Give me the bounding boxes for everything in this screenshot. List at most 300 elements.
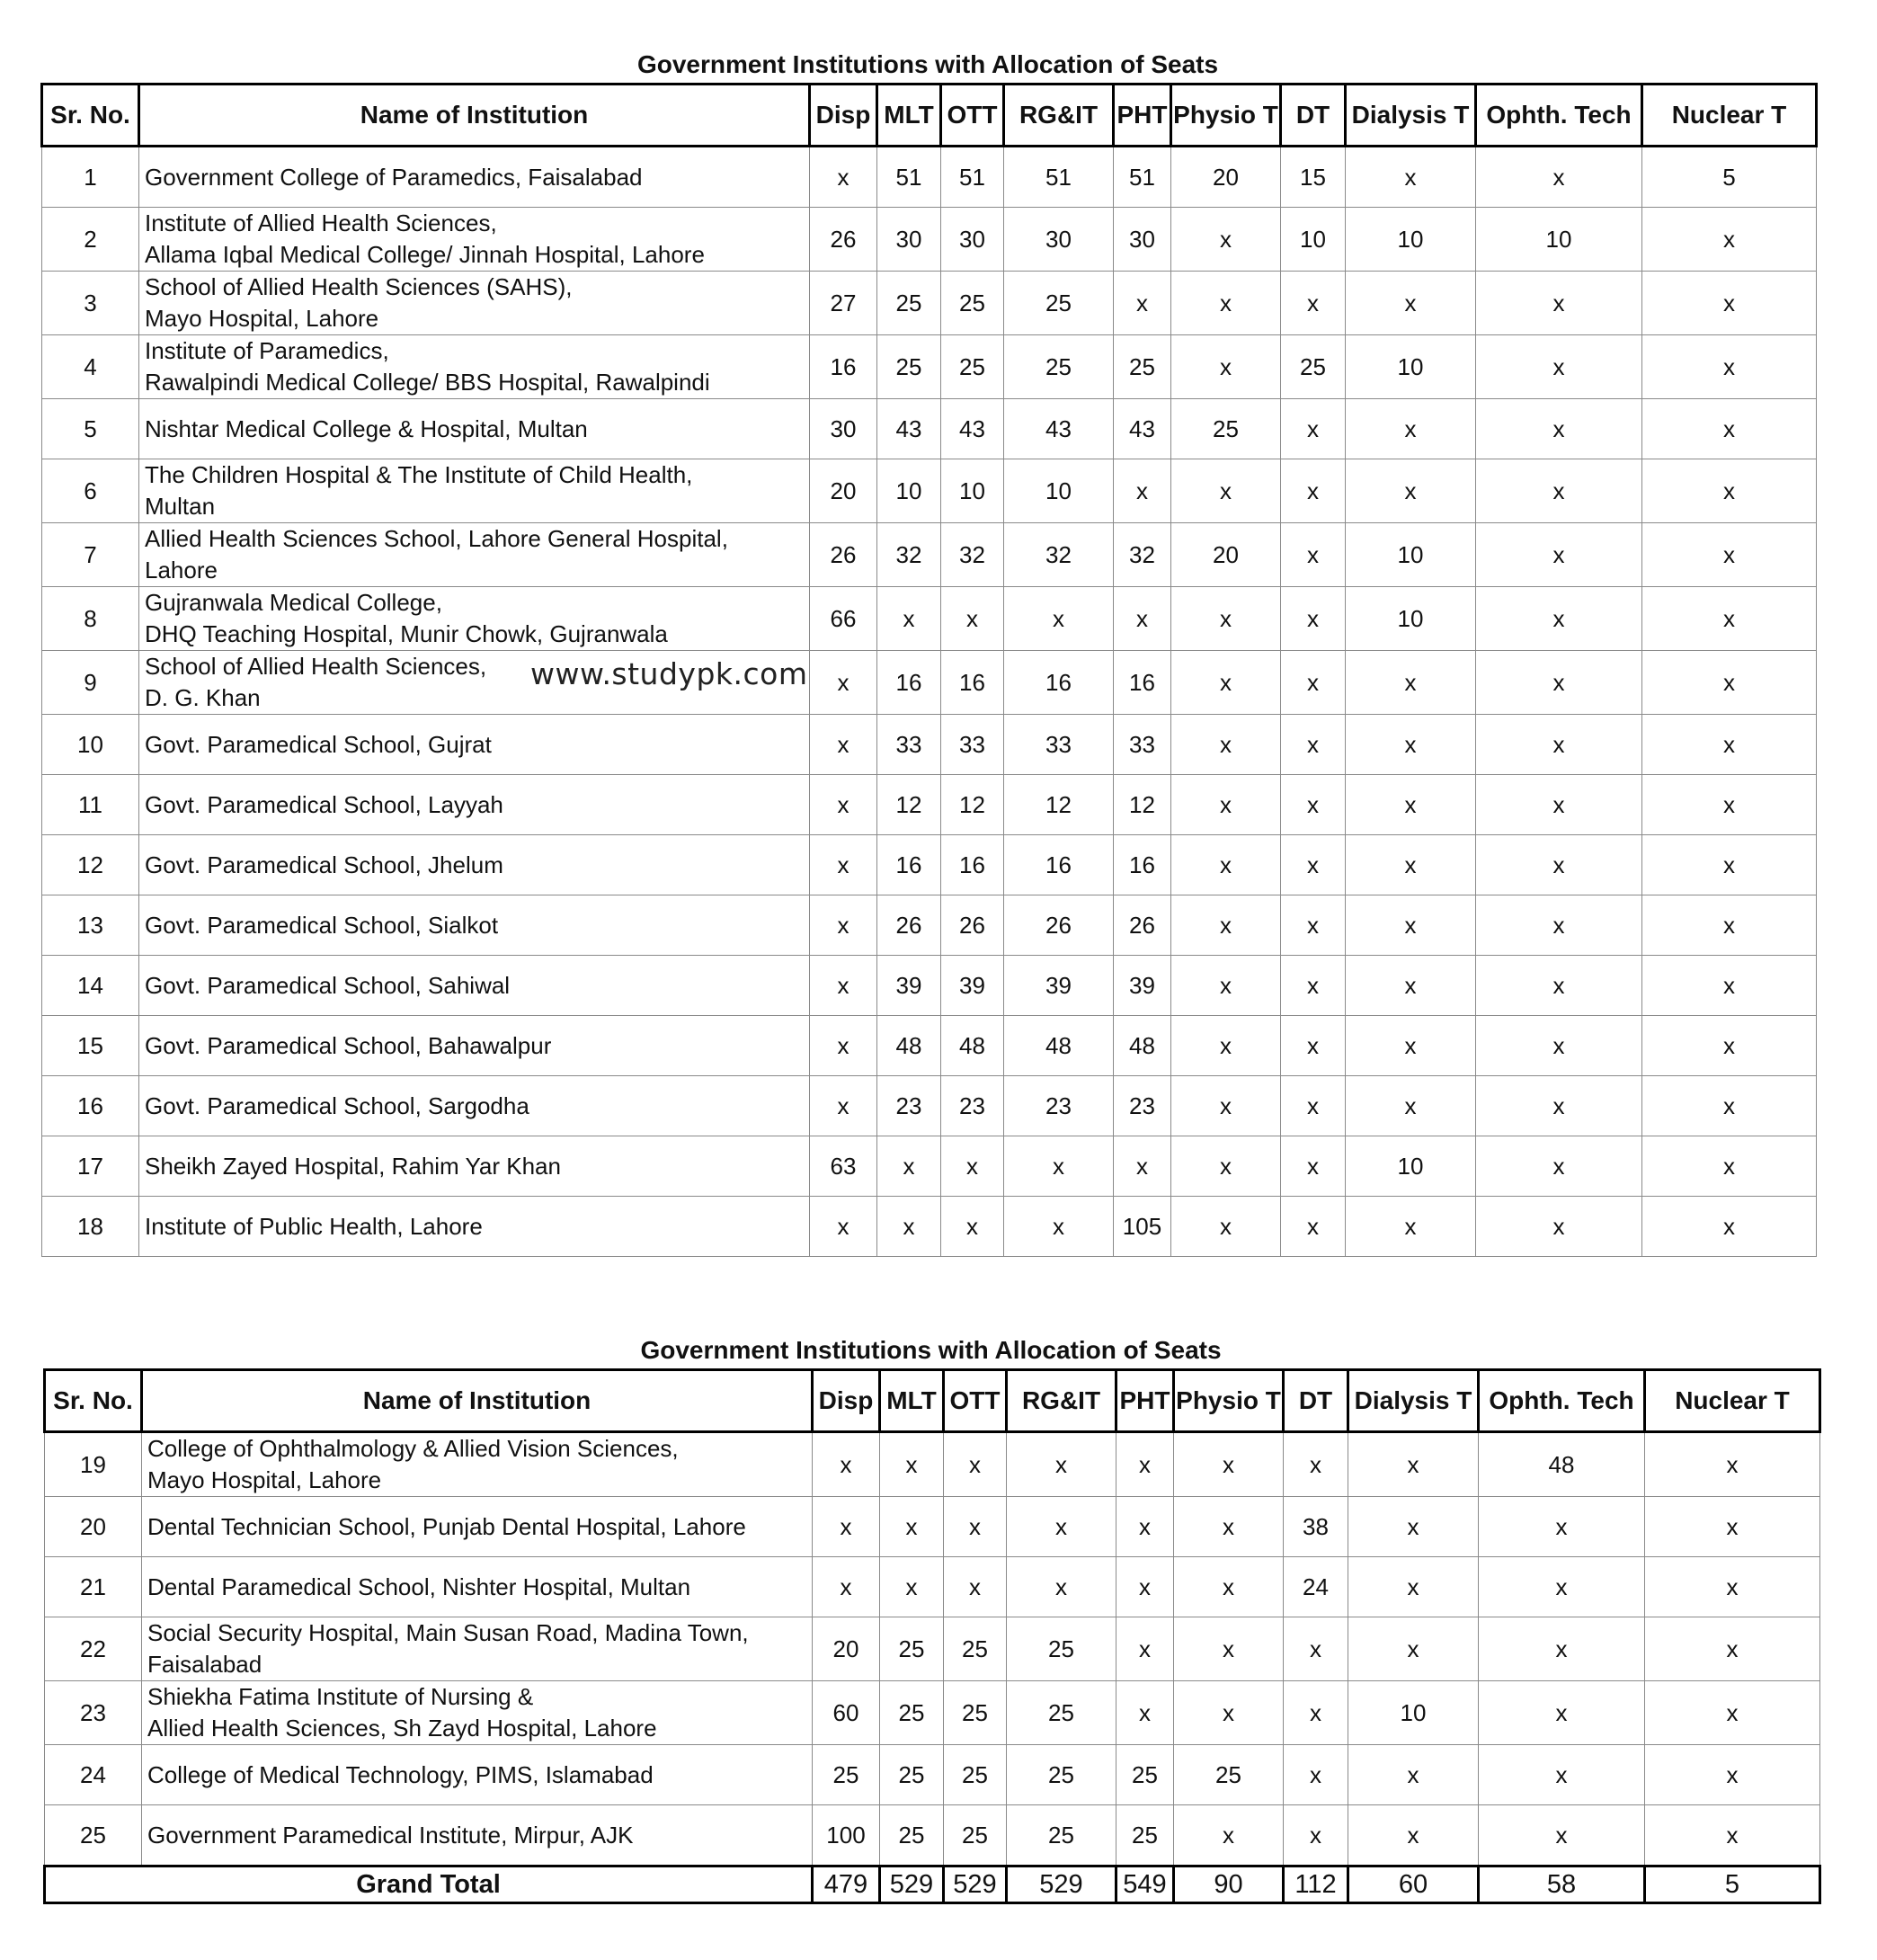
table-row: [45, 1805, 1820, 1866]
institution-name-cell: [139, 895, 810, 956]
grand-total-value: 60: [1348, 1866, 1479, 1903]
seat-count-cell: x: [1476, 715, 1642, 775]
seat-count-cell: x: [1116, 1432, 1174, 1497]
seat-count-cell: x: [1281, 835, 1346, 895]
seat-count-cell: x: [1116, 1497, 1174, 1557]
seat-count-cell: x: [1642, 835, 1817, 895]
seat-count-cell: x: [1645, 1745, 1820, 1805]
seat-count-cell: x: [1346, 651, 1476, 715]
seat-count-cell: 20: [813, 1617, 880, 1681]
seat-count-cell: 25: [877, 335, 941, 399]
seat-count-cell: x: [1114, 272, 1171, 335]
seat-count-cell: x: [1284, 1432, 1348, 1497]
table-row: [45, 1681, 1820, 1745]
institution-name-line: Faisalabad: [147, 1651, 262, 1678]
seat-count-cell: 5: [1642, 147, 1817, 208]
seat-count-cell: 10: [1346, 335, 1476, 399]
seat-count-cell: 48: [941, 1016, 1004, 1076]
seat-count-cell: x: [1476, 272, 1642, 335]
grand-total-value: 529: [1007, 1866, 1116, 1903]
seat-count-cell: 26: [941, 895, 1004, 956]
seat-count-cell: 39: [1004, 956, 1114, 1016]
seat-count-cell: x: [1174, 1617, 1284, 1681]
seat-count-cell: 33: [1004, 715, 1114, 775]
seat-count-cell: x: [1284, 1681, 1348, 1745]
seat-count-cell: x: [1281, 587, 1346, 651]
seat-count-cell: x: [1281, 523, 1346, 587]
seat-count-cell: 16: [810, 335, 877, 399]
seat-count-cell: 23: [1114, 1076, 1171, 1136]
seat-count-cell: 12: [941, 775, 1004, 835]
institution-name-cell: [142, 1745, 813, 1805]
seat-count-cell: 25: [944, 1745, 1007, 1805]
seat-count-cell: 25: [1004, 335, 1114, 399]
seat-count-cell: 51: [877, 147, 941, 208]
seat-count-cell: x: [1281, 956, 1346, 1016]
seat-count-cell: x: [1171, 459, 1281, 523]
seat-count-cell: x: [1476, 335, 1642, 399]
table-row: [42, 459, 1817, 523]
institution-name-line: Mayo Hospital, Lahore: [147, 1466, 382, 1493]
institution-name-cell: [139, 399, 810, 459]
grand-total-value: 58: [1479, 1866, 1645, 1903]
institution-name-line: Government College of Paramedics, Faisalabad: [145, 163, 643, 191]
seat-count-cell: x: [1645, 1432, 1820, 1497]
seat-count-cell: 16: [941, 835, 1004, 895]
institution-name-cell: [139, 715, 810, 775]
institution-name-cell: [139, 1016, 810, 1076]
seat-count-cell: x: [1171, 715, 1281, 775]
column-header: Disp: [810, 85, 877, 147]
seat-count-cell: x: [1007, 1557, 1116, 1617]
seat-count-cell: 25: [877, 272, 941, 335]
seat-count-cell: 25: [1116, 1805, 1174, 1866]
seat-count-cell: 26: [810, 208, 877, 272]
column-header: OTT: [944, 1370, 1007, 1432]
seat-count-cell: x: [1171, 835, 1281, 895]
seat-count-cell: 25: [1007, 1681, 1116, 1745]
seat-count-cell: x: [877, 1136, 941, 1197]
table-row: [45, 1617, 1820, 1681]
seat-count-cell: x: [1642, 651, 1817, 715]
institution-name-line: Sheikh Zayed Hospital, Rahim Yar Khan: [145, 1152, 561, 1180]
seat-count-cell: 12: [877, 775, 941, 835]
seat-count-cell: 10: [1346, 587, 1476, 651]
seat-count-cell: 51: [941, 147, 1004, 208]
seat-count-cell: x: [1476, 399, 1642, 459]
serial-number-cell: 21: [45, 1557, 142, 1617]
table-row: [42, 775, 1817, 835]
seat-count-cell: x: [1476, 775, 1642, 835]
column-header: Ophth. Tech: [1476, 85, 1642, 147]
seat-allocation-table-2: [43, 1332, 1819, 1904]
seat-count-cell: x: [1171, 1016, 1281, 1076]
seat-count-cell: x: [1281, 272, 1346, 335]
watermark-text: www.studypk.com: [530, 656, 808, 691]
seat-count-cell: x: [813, 1557, 880, 1617]
seat-count-cell: x: [1479, 1681, 1645, 1745]
institution-name-cell: [142, 1681, 813, 1745]
seat-count-cell: x: [1007, 1432, 1116, 1497]
seat-count-cell: 39: [1114, 956, 1171, 1016]
seat-count-cell: 25: [1114, 335, 1171, 399]
seat-count-cell: 39: [941, 956, 1004, 1016]
seat-count-cell: 25: [1004, 272, 1114, 335]
seat-count-cell: x: [941, 1136, 1004, 1197]
seat-count-cell: 25: [944, 1681, 1007, 1745]
seat-count-cell: 25: [1116, 1745, 1174, 1805]
institution-name-line: School of Allied Health Sciences,: [145, 653, 487, 680]
seat-count-cell: x: [1642, 1076, 1817, 1136]
seat-count-cell: x: [1171, 956, 1281, 1016]
seat-count-cell: x: [1479, 1617, 1645, 1681]
institution-name-line: Social Security Hospital, Main Susan Road, Madina Town,: [147, 1619, 749, 1646]
seat-count-cell: x: [1346, 835, 1476, 895]
table-1: [40, 83, 1818, 1257]
seat-count-cell: 16: [1004, 835, 1114, 895]
column-header: RG&IT: [1007, 1370, 1116, 1432]
seat-count-cell: x: [1171, 1076, 1281, 1136]
column-header: Nuclear T: [1645, 1370, 1820, 1432]
seat-count-cell: 43: [1114, 399, 1171, 459]
seat-count-cell: x: [1476, 895, 1642, 956]
seat-count-cell: 20: [810, 459, 877, 523]
seat-count-cell: x: [1116, 1617, 1174, 1681]
seat-count-cell: 43: [877, 399, 941, 459]
seat-count-cell: x: [1642, 775, 1817, 835]
grand-total-label: Grand Total: [45, 1866, 813, 1903]
seat-count-cell: x: [1116, 1681, 1174, 1745]
seat-count-cell: 10: [877, 459, 941, 523]
column-header: OTT: [941, 85, 1004, 147]
seat-count-cell: 25: [1007, 1617, 1116, 1681]
institution-name-line: Dental Technician School, Punjab Dental Hospital, Lahore: [147, 1512, 746, 1540]
seat-count-cell: x: [1645, 1617, 1820, 1681]
seat-count-cell: x: [1174, 1557, 1284, 1617]
seat-count-cell: x: [1476, 1076, 1642, 1136]
seat-count-cell: 25: [880, 1745, 944, 1805]
institution-name-line: Dental Paramedical School, Nishter Hospital, Multan: [147, 1572, 691, 1600]
seat-count-cell: 12: [1114, 775, 1171, 835]
seat-count-cell: 100: [813, 1805, 880, 1866]
institution-name-line: The Children Hospital & The Institute of Child Health,: [145, 461, 693, 488]
seat-count-cell: x: [1479, 1745, 1645, 1805]
institution-name-line: Allama Iqbal Medical College/ Jinnah Hospital, Lahore: [145, 241, 705, 268]
column-header: DT: [1284, 1370, 1348, 1432]
seat-count-cell: x: [1007, 1497, 1116, 1557]
seat-count-cell: x: [1171, 895, 1281, 956]
seat-count-cell: x: [1642, 459, 1817, 523]
seat-count-cell: x: [1476, 835, 1642, 895]
column-header: Physio T: [1174, 1370, 1284, 1432]
seat-count-cell: x: [1346, 147, 1476, 208]
institution-name-line: Allied Health Sciences School, Lahore General Hospital,: [145, 525, 728, 552]
institution-name-cell: [139, 1076, 810, 1136]
institution-name-line: Govt. Paramedical School, Sialkot: [145, 911, 499, 939]
seat-count-cell: x: [1642, 895, 1817, 956]
institution-name-line: Govt. Paramedical School, Sahiwal: [145, 971, 511, 999]
seat-count-cell: 33: [941, 715, 1004, 775]
seat-count-cell: x: [880, 1432, 944, 1497]
table-1-header-row: [42, 85, 1817, 147]
seat-count-cell: x: [941, 587, 1004, 651]
seat-count-cell: x: [810, 147, 877, 208]
seat-count-cell: x: [1346, 459, 1476, 523]
table-row: [42, 399, 1817, 459]
institution-name-line: Institute of Allied Health Sciences,: [145, 209, 497, 236]
institution-name-line: Lahore: [145, 557, 218, 584]
seat-count-cell: x: [810, 895, 877, 956]
table-row: [42, 272, 1817, 335]
seat-count-cell: 48: [1114, 1016, 1171, 1076]
seat-count-cell: x: [1476, 587, 1642, 651]
seat-count-cell: 25: [880, 1617, 944, 1681]
column-header: MLT: [877, 85, 941, 147]
seat-count-cell: 26: [810, 523, 877, 587]
seat-count-cell: x: [1642, 956, 1817, 1016]
seat-count-cell: 51: [1004, 147, 1114, 208]
seat-count-cell: x: [1284, 1805, 1348, 1866]
table-row: [42, 956, 1817, 1016]
seat-count-cell: 25: [941, 272, 1004, 335]
seat-count-cell: x: [810, 651, 877, 715]
institution-name-line: Rawalpindi Medical College/ BBS Hospital, Rawalpindi: [145, 369, 710, 396]
seat-count-cell: x: [1642, 715, 1817, 775]
seat-count-cell: x: [810, 1016, 877, 1076]
seat-count-cell: x: [1642, 523, 1817, 587]
seat-count-cell: x: [944, 1432, 1007, 1497]
serial-number-cell: 20: [45, 1497, 142, 1557]
seat-count-cell: 10: [1346, 208, 1476, 272]
seat-count-cell: 24: [1284, 1557, 1348, 1617]
table-1-title: Government Institutions with Allocation of Seats: [636, 50, 1219, 78]
seat-count-cell: x: [1642, 1197, 1817, 1257]
seat-count-cell: x: [810, 1076, 877, 1136]
seat-count-cell: 23: [877, 1076, 941, 1136]
column-header: DT: [1281, 85, 1346, 147]
institution-name-line: Government Paramedical Institute, Mirpur, AJK: [147, 1821, 634, 1849]
seat-count-cell: 26: [1114, 895, 1171, 956]
seat-count-cell: x: [880, 1557, 944, 1617]
seat-count-cell: 33: [1114, 715, 1171, 775]
seat-count-cell: 43: [1004, 399, 1114, 459]
grand-total-value: 112: [1284, 1866, 1348, 1903]
seat-count-cell: x: [1346, 272, 1476, 335]
serial-number-cell: 24: [45, 1745, 142, 1805]
table-row: [42, 587, 1817, 651]
table-row: [42, 335, 1817, 399]
seat-count-cell: 48: [1479, 1432, 1645, 1497]
seat-count-cell: x: [1346, 1197, 1476, 1257]
table-row: [42, 1136, 1817, 1197]
table-row: [42, 523, 1817, 587]
seat-count-cell: x: [1476, 1197, 1642, 1257]
serial-number-cell: 25: [45, 1805, 142, 1866]
seat-count-cell: 10: [1348, 1681, 1479, 1745]
seat-count-cell: x: [1281, 715, 1346, 775]
seat-count-cell: 105: [1114, 1197, 1171, 1257]
seat-count-cell: x: [810, 1197, 877, 1257]
column-header: Sr. No.: [45, 1370, 142, 1432]
serial-number-cell: 5: [42, 399, 139, 459]
seat-count-cell: 30: [1004, 208, 1114, 272]
seat-count-cell: 30: [1114, 208, 1171, 272]
column-header: Ophth. Tech: [1479, 1370, 1645, 1432]
seat-count-cell: 38: [1284, 1497, 1348, 1557]
institution-name-line: Govt. Paramedical School, Sargodha: [145, 1091, 529, 1119]
table-row: [45, 1745, 1820, 1805]
grand-total-value: 529: [944, 1866, 1007, 1903]
seat-count-cell: x: [1645, 1497, 1820, 1557]
institution-name-line: Govt. Paramedical School, Layyah: [145, 790, 503, 818]
seat-count-cell: 10: [1004, 459, 1114, 523]
seat-count-cell: x: [1281, 399, 1346, 459]
seat-count-cell: x: [1642, 208, 1817, 272]
column-header: PHT: [1116, 1370, 1174, 1432]
seat-count-cell: x: [1476, 523, 1642, 587]
seat-count-cell: x: [1645, 1557, 1820, 1617]
seat-count-cell: x: [1346, 895, 1476, 956]
seat-count-cell: x: [877, 587, 941, 651]
table-row: [42, 1076, 1817, 1136]
institution-name-cell: [139, 775, 810, 835]
seat-count-cell: x: [1476, 651, 1642, 715]
serial-number-cell: 16: [42, 1076, 139, 1136]
seat-count-cell: x: [810, 715, 877, 775]
seat-count-cell: 25: [944, 1617, 1007, 1681]
seat-count-cell: x: [1642, 399, 1817, 459]
serial-number-cell: 7: [42, 523, 139, 587]
institution-name-cell: [139, 335, 810, 399]
seat-count-cell: 39: [877, 956, 941, 1016]
institution-name-line: Shiekha Fatima Institute of Nursing &: [147, 1683, 534, 1710]
seat-count-cell: x: [1171, 335, 1281, 399]
institution-name-cell: [142, 1617, 813, 1681]
table-row: [42, 147, 1817, 208]
seat-count-cell: 10: [1281, 208, 1346, 272]
seat-count-cell: x: [810, 775, 877, 835]
seat-count-cell: 51: [1114, 147, 1171, 208]
seat-count-cell: 26: [1004, 895, 1114, 956]
institution-name-line: Nishtar Medical College & Hospital, Multan: [145, 414, 588, 442]
serial-number-cell: 1: [42, 147, 139, 208]
seat-count-cell: x: [1174, 1681, 1284, 1745]
table-row: [42, 895, 1817, 956]
seat-count-cell: 25: [1007, 1805, 1116, 1866]
seat-count-cell: x: [1171, 208, 1281, 272]
seat-count-cell: x: [1114, 1136, 1171, 1197]
seat-count-cell: x: [1004, 587, 1114, 651]
seat-count-cell: x: [1645, 1805, 1820, 1866]
seat-count-cell: 25: [1007, 1745, 1116, 1805]
seat-count-cell: 30: [810, 399, 877, 459]
seat-count-cell: 26: [877, 895, 941, 956]
seat-count-cell: x: [1479, 1497, 1645, 1557]
seat-count-cell: x: [1281, 1136, 1346, 1197]
seat-count-cell: x: [1004, 1197, 1114, 1257]
seat-count-cell: 15: [1281, 147, 1346, 208]
grand-total-value: 549: [1116, 1866, 1174, 1903]
seat-count-cell: x: [1281, 1197, 1346, 1257]
institution-name-cell: [142, 1557, 813, 1617]
table-2-header-row: [45, 1370, 1820, 1432]
column-header: MLT: [880, 1370, 944, 1432]
seat-count-cell: 20: [1171, 147, 1281, 208]
seat-count-cell: x: [944, 1557, 1007, 1617]
seat-count-cell: x: [1348, 1745, 1479, 1805]
institution-name-cell: [139, 147, 810, 208]
seat-count-cell: x: [1348, 1432, 1479, 1497]
seat-count-cell: x: [1281, 895, 1346, 956]
table-2-title: Government Institutions with Allocation of Seats: [640, 1336, 1222, 1364]
grand-total-row: [45, 1866, 1820, 1903]
institution-name-cell: [142, 1432, 813, 1497]
table-row: [45, 1497, 1820, 1557]
seat-count-cell: x: [1476, 147, 1642, 208]
institution-name-cell: [139, 272, 810, 335]
seat-count-cell: x: [813, 1497, 880, 1557]
column-header: Sr. No.: [42, 85, 139, 147]
seat-count-cell: x: [1281, 1016, 1346, 1076]
serial-number-cell: 9: [42, 651, 139, 715]
serial-number-cell: 19: [45, 1432, 142, 1497]
institution-name-cell: [139, 587, 810, 651]
grand-total-value: 90: [1174, 1866, 1284, 1903]
seat-count-cell: x: [1174, 1497, 1284, 1557]
seat-count-cell: x: [1346, 1076, 1476, 1136]
table-row: [42, 208, 1817, 272]
column-header: Disp: [813, 1370, 880, 1432]
serial-number-cell: 22: [45, 1617, 142, 1681]
seat-count-cell: x: [1348, 1617, 1479, 1681]
seat-count-cell: x: [1346, 715, 1476, 775]
seat-allocation-table-1: [40, 47, 1815, 1257]
serial-number-cell: 3: [42, 272, 139, 335]
column-header: RG&IT: [1004, 85, 1114, 147]
seat-count-cell: x: [1642, 335, 1817, 399]
institution-name-line: Multan: [145, 493, 216, 520]
seat-count-cell: x: [1645, 1681, 1820, 1745]
seat-count-cell: x: [1171, 775, 1281, 835]
serial-number-cell: 18: [42, 1197, 139, 1257]
seat-count-cell: 25: [880, 1805, 944, 1866]
institution-name-line: College of Medical Technology, PIMS, Islamabad: [147, 1760, 654, 1788]
seat-count-cell: x: [1348, 1557, 1479, 1617]
institution-name-line: College of Ophthalmology & Allied Vision Sciences,: [147, 1435, 679, 1462]
seat-count-cell: 16: [1114, 651, 1171, 715]
seat-count-cell: 63: [810, 1136, 877, 1197]
seat-count-cell: 25: [880, 1681, 944, 1745]
grand-total-value: 5: [1645, 1866, 1820, 1903]
seat-count-cell: x: [813, 1432, 880, 1497]
seat-count-cell: 33: [877, 715, 941, 775]
institution-name-cell: [139, 208, 810, 272]
seat-count-cell: x: [1346, 956, 1476, 1016]
serial-number-cell: 23: [45, 1681, 142, 1745]
institution-name-line: DHQ Teaching Hospital, Munir Chowk, Gujranwala: [145, 620, 668, 647]
seat-count-cell: 32: [941, 523, 1004, 587]
seat-count-cell: 25: [1281, 335, 1346, 399]
seat-count-cell: x: [1174, 1805, 1284, 1866]
seat-count-cell: x: [1642, 1016, 1817, 1076]
seat-count-cell: x: [1114, 459, 1171, 523]
seat-count-cell: x: [1476, 1136, 1642, 1197]
seat-count-cell: x: [1476, 459, 1642, 523]
institution-name-line: Allied Health Sciences, Sh Zayd Hospital, Lahore: [147, 1715, 657, 1742]
seat-count-cell: x: [1171, 587, 1281, 651]
seat-count-cell: x: [877, 1197, 941, 1257]
seat-count-cell: x: [1281, 1076, 1346, 1136]
